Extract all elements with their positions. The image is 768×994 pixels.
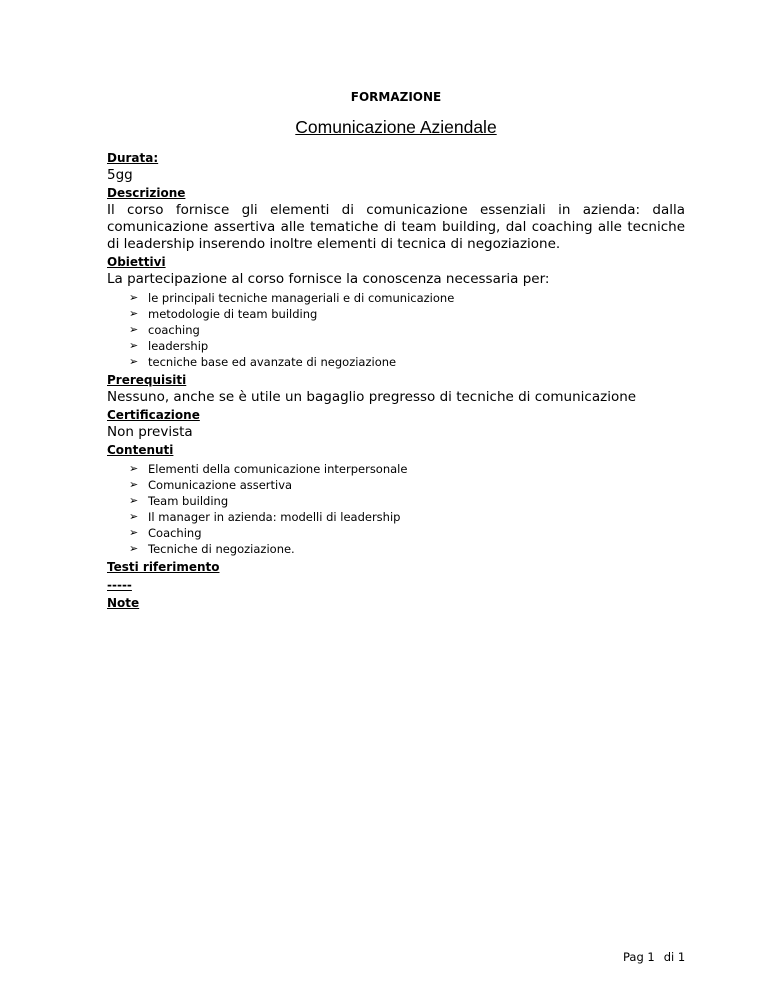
contenuti-list (107, 461, 685, 557)
page-number: Pag 1 (623, 950, 655, 964)
arrow-bullet-icon: ➢ (129, 355, 139, 368)
list-item (129, 354, 685, 370)
arrow-bullet-icon: ➢ (129, 462, 139, 475)
list-item-text: Il manager in azienda: modelli di leadership (148, 510, 401, 524)
page-total: di 1 (663, 950, 686, 964)
note-heading: Note (107, 596, 140, 610)
document-page (107, 88, 685, 612)
document-kicker: FORMAZIONE (350, 90, 442, 104)
list-item (129, 493, 685, 509)
arrow-bullet-icon: ➢ (129, 494, 139, 507)
list-item (129, 509, 685, 525)
arrow-bullet-icon: ➢ (129, 291, 139, 304)
arrow-bullet-icon: ➢ (129, 542, 139, 555)
obiettivi-text: La partecipazione al corso fornisce la conoscenza necessaria per: (107, 271, 550, 287)
page-footer (623, 950, 685, 964)
list-item-text: Team building (148, 494, 229, 508)
prerequisiti-heading: Prerequisiti (107, 373, 187, 387)
list-item (129, 461, 685, 477)
durata-text: 5gg (107, 167, 133, 183)
list-item-text: Comunicazione assertiva (148, 478, 293, 492)
descrizione-heading: Descrizione (107, 186, 186, 200)
obiettivi-heading: Obiettivi (107, 255, 166, 269)
list-item (129, 290, 685, 306)
arrow-bullet-icon: ➢ (129, 323, 139, 336)
list-item-text: Elementi della comunicazione interpersonale (148, 462, 408, 476)
list-item-text: coaching (148, 323, 200, 337)
descrizione-text: Il corso fornisce gli elementi di comunicazione essenziali in azienda: dalla comunicazione assertiva alle tematiche di team building, dal coaching alle tecniche di leadership inserendo inoltre elementi di tecnica di negoziazione. (107, 202, 685, 252)
list-item-text: Coaching (148, 526, 202, 540)
list-item-text: le principali tecniche manageriali e di comunicazione (148, 291, 455, 305)
certificazione-text: Non prevista (107, 424, 193, 440)
arrow-bullet-icon: ➢ (129, 510, 139, 523)
certificazione-heading: Certificazione (107, 408, 200, 422)
list-item (129, 306, 685, 322)
list-item (129, 541, 685, 557)
obiettivi-list (107, 290, 685, 370)
document-title: Comunicazione Aziendale (295, 117, 497, 137)
list-item-text: tecniche base ed avanzate di negoziazione (148, 355, 397, 369)
contenuti-heading: Contenuti (107, 443, 174, 457)
list-item (129, 477, 685, 493)
arrow-bullet-icon: ➢ (129, 526, 139, 539)
arrow-bullet-icon: ➢ (129, 339, 139, 352)
arrow-bullet-icon: ➢ (129, 307, 139, 320)
prerequisiti-text: Nessuno, anche se è utile un bagaglio pregresso di tecniche di comunicazione (107, 389, 637, 405)
list-item-text: Tecniche di negoziazione. (148, 542, 295, 556)
durata-heading: Durata: (107, 151, 159, 165)
list-item (129, 322, 685, 338)
testi-placeholder: ----- (107, 578, 132, 592)
testi-heading: Testi riferimento (107, 560, 220, 574)
list-item-text: metodologie di team building (148, 307, 318, 321)
list-item (129, 338, 685, 354)
list-item (129, 525, 685, 541)
list-item-text: leadership (148, 339, 209, 353)
arrow-bullet-icon: ➢ (129, 478, 139, 491)
